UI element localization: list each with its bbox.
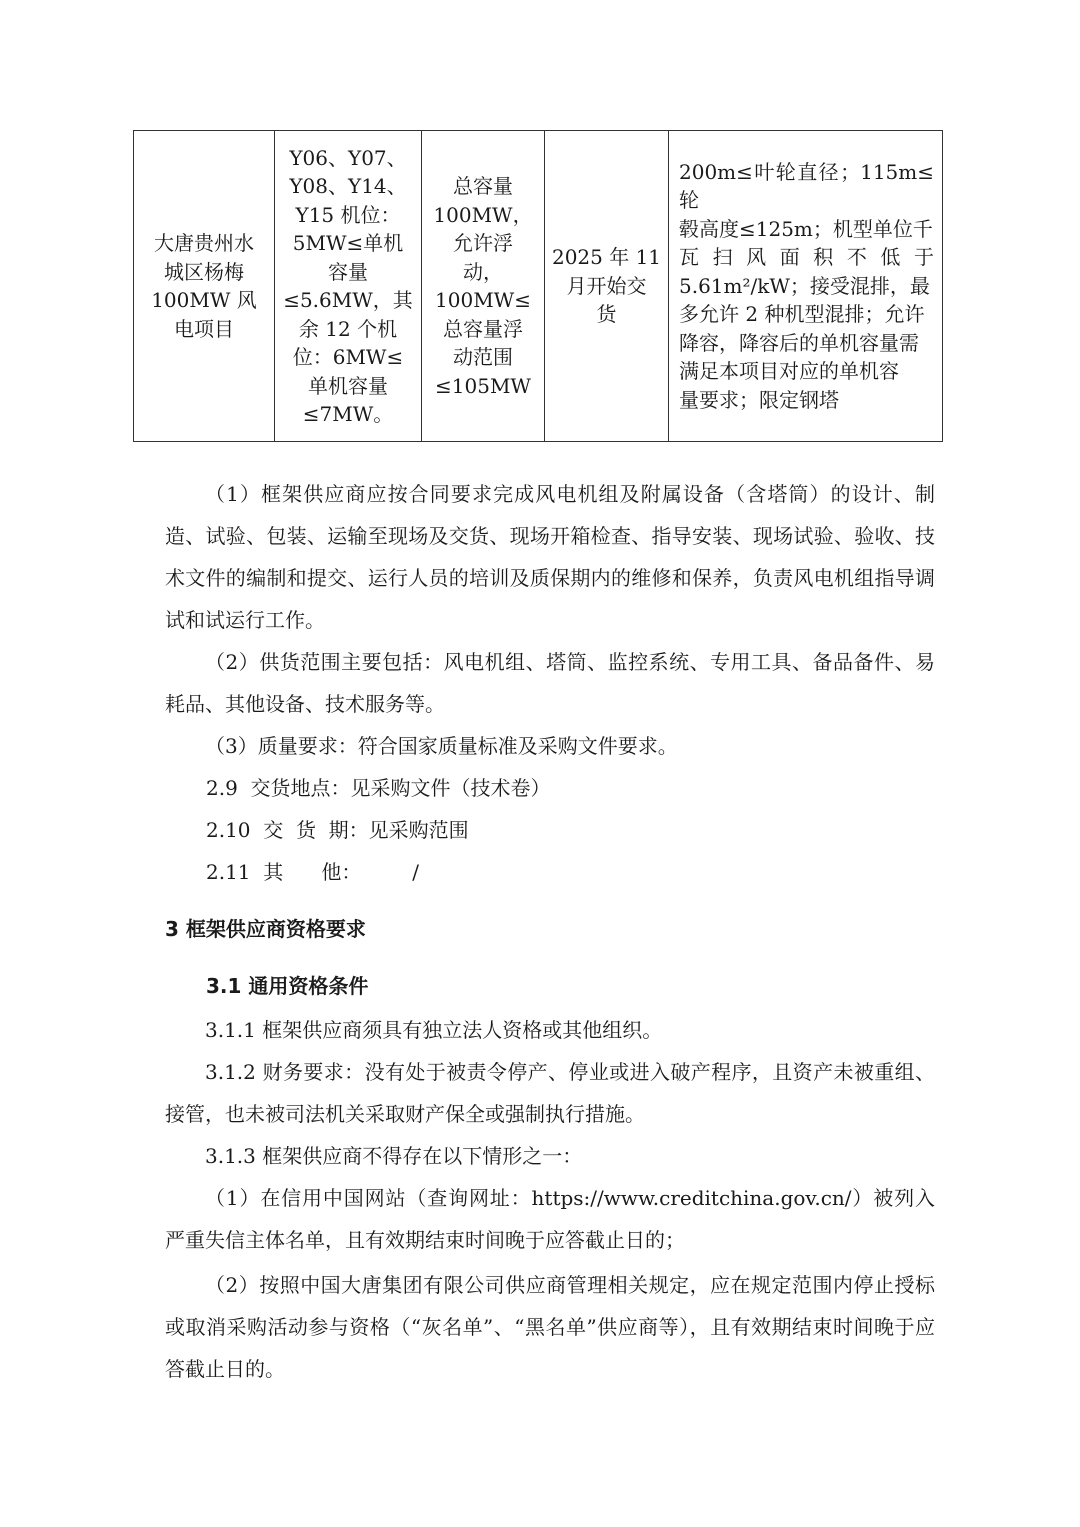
paragraph-financial-requirement: 3.1.2 财务要求：没有处于被责令停产、停业或进入破产程序，且资产未被重组、接管，也未被司法机关采取财产保全或强制执行措施。 bbox=[165, 1060, 935, 1126]
paragraph-quality-requirement: （3）质量要求：符合国家质量标准及采购文件要求。 bbox=[205, 734, 678, 758]
procurement-table bbox=[133, 130, 943, 442]
cell-turbine-positions: Y06、Y07、 Y08、Y14、 Y15 机位： 5MW≤单机 容量 ≤5.6MW，其 余 12 个机 位：6MW≤ 单机容量 ≤7MW。 bbox=[275, 131, 422, 442]
paragraph-supply-scope: （2）供货范围主要包括：风电机组、塔筒、监控系统、专用工具、备品备件、易耗品、其他设备、技术服务等。 bbox=[165, 650, 935, 716]
cell-project-name: 大唐贵州水 城区杨梅 100MW 风 电项目 bbox=[134, 131, 275, 442]
table-row bbox=[134, 131, 943, 442]
paragraph-supplier-duties: （1）框架供应商应按合同要求完成风电机组及附属设备（含塔筒）的设计、制造、试验、包装、运输至现场及交货、现场开箱检查、指导安装、现场试验、验收、技术文件的编制和提交、运行人员的培训及质保期内的维修和保养，负责风电机组指导调试和试运行工作。 bbox=[165, 482, 935, 632]
paragraph-credit-china: （1）在信用中国网站（查询网址：https://www.creditchina.gov.cn/）被列入严重失信主体名单，且有效期结束时间晚于应答截止日的； bbox=[165, 1186, 935, 1252]
cell-technical-requirements: 200m≤叶轮直径；115m≤轮 毂高度≤125m；机型单位千 瓦 扫 风 面 积 不 低 于 5.61m²/kW；接受混排，最 多允许 2 种机型混排；允许 降容，降容后的单机容量需 满足本项目对应的单机容 量要求；限定钢塔 bbox=[669, 131, 943, 442]
item-delivery-period: 2.10 交 货 期：见采购范围 bbox=[206, 818, 469, 842]
item-delivery-location: 2.9 交货地点：见采购文件（技术卷） bbox=[206, 776, 551, 800]
section-heading-qualification: 3 框架供应商资格要求 bbox=[165, 917, 366, 941]
paragraph-datang-blacklist: （2）按照中国大唐集团有限公司供应商管理相关规定，应在规定范围内停止授标或取消采购活动参与资格（“灰名单”、“黑名单”供应商等），且有效期结束时间晚于应答截止日的。 bbox=[165, 1273, 935, 1381]
cell-delivery-time: 2025 年 11 月开始交 货 bbox=[545, 131, 669, 442]
paragraph-exclusion-conditions: 3.1.3 框架供应商不得存在以下情形之一： bbox=[205, 1144, 583, 1168]
cell-total-capacity: 总容量 100MW， 允许浮 动， 100MW≤ 总容量浮 动范围 ≤105MW bbox=[422, 131, 545, 442]
subsection-heading-general-qualification: 3.1 通用资格条件 bbox=[206, 974, 369, 998]
paragraph-legal-entity: 3.1.1 框架供应商须具有独立法人资格或其他组织。 bbox=[205, 1018, 663, 1042]
item-other: 2.11 其 他： / bbox=[206, 860, 419, 884]
